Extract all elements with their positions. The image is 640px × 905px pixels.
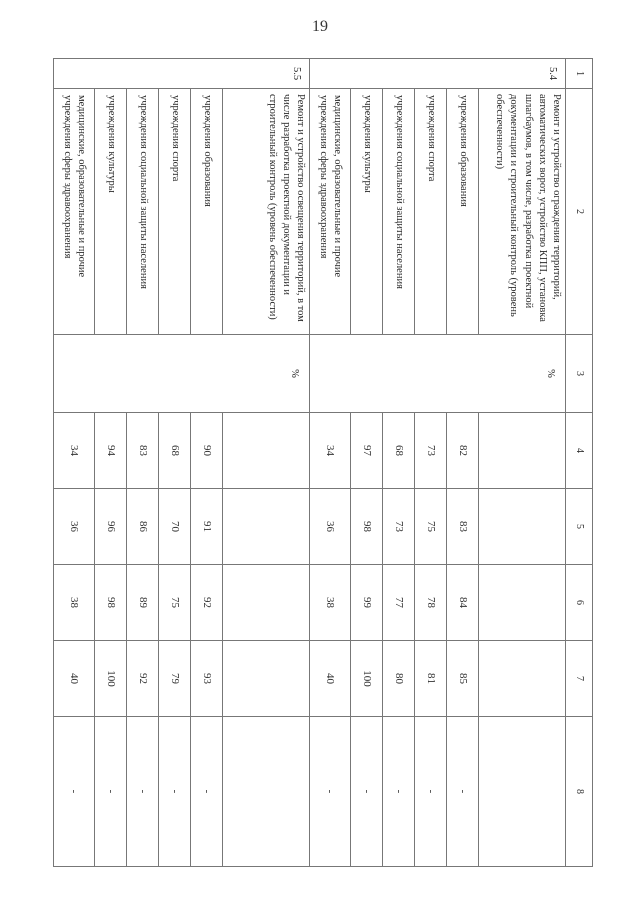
value-cell: 73 <box>415 413 447 489</box>
value-cell: 77 <box>383 565 415 641</box>
value-cell: 79 <box>159 641 191 717</box>
section-title: Ремонт и устройство освещения территорий, в том числе разработка проектной документации и строительный контроль (уровень обеспеченности) <box>223 89 310 335</box>
value-cell: - <box>95 717 127 867</box>
value-cell: - <box>54 717 95 867</box>
value-cell: 40 <box>54 641 95 717</box>
value-cell: - <box>383 717 415 867</box>
value-cell: 36 <box>54 489 95 565</box>
value-cell: 36 <box>310 489 351 565</box>
value-cell: 93 <box>191 641 223 717</box>
column-numbers-row <box>566 59 593 867</box>
value-cell: - <box>447 717 479 867</box>
value-cell: 40 <box>310 641 351 717</box>
value-cell: 34 <box>54 413 95 489</box>
empty-cell <box>223 489 310 565</box>
row-label: медицинские, образовательные и прочие учреждения сферы здравоохранения <box>54 89 95 335</box>
empty-cell <box>479 489 566 565</box>
value-cell: 70 <box>159 489 191 565</box>
value-cell: - <box>310 717 351 867</box>
value-cell: 84 <box>447 565 479 641</box>
value-cell: 34 <box>310 413 351 489</box>
table-row <box>351 59 383 867</box>
empty-cell <box>479 641 566 717</box>
value-cell: - <box>351 717 383 867</box>
table-row <box>159 59 191 867</box>
empty-cell <box>479 565 566 641</box>
section-title: Ремонт и устройство ограждения территорий, автоматических ворот, устройство КПП, установка шлагбаумов, в том числе, разработка проектной документации и строительный контроль (уровень обеспеченности) <box>479 89 566 335</box>
section-unit: % <box>310 335 566 413</box>
value-cell: 73 <box>383 489 415 565</box>
value-cell: 100 <box>95 641 127 717</box>
value-cell: 68 <box>159 413 191 489</box>
value-cell: 78 <box>415 565 447 641</box>
value-cell: 83 <box>447 489 479 565</box>
row-label: учреждения спорта <box>415 89 447 335</box>
value-cell: 83 <box>127 413 159 489</box>
value-cell: 92 <box>191 565 223 641</box>
section-id: 5.5 <box>54 59 310 89</box>
section-heading-row <box>479 59 566 867</box>
empty-cell <box>223 565 310 641</box>
value-cell: 38 <box>54 565 95 641</box>
table-row <box>95 59 127 867</box>
column-header: 3 <box>566 335 593 413</box>
section-unit: % <box>54 335 310 413</box>
value-cell: 38 <box>310 565 351 641</box>
value-cell: 89 <box>127 565 159 641</box>
value-cell: - <box>415 717 447 867</box>
row-label: учреждения спорта <box>159 89 191 335</box>
empty-cell <box>223 641 310 717</box>
empty-cell <box>479 413 566 489</box>
indicator-table <box>53 58 593 867</box>
value-cell: 75 <box>415 489 447 565</box>
row-label: учреждения социальной защиты населения <box>127 89 159 335</box>
row-label: медицинские, образовательные и прочие учреждения сферы здравоохранения <box>310 89 351 335</box>
value-cell: - <box>159 717 191 867</box>
value-cell: 75 <box>159 565 191 641</box>
table-row <box>54 59 95 867</box>
value-cell: - <box>191 717 223 867</box>
column-header: 1 <box>566 59 593 89</box>
empty-cell <box>223 413 310 489</box>
row-label: учреждения культуры <box>351 89 383 335</box>
value-cell: 81 <box>415 641 447 717</box>
table-row <box>447 59 479 867</box>
empty-cell <box>223 717 310 867</box>
value-cell: 90 <box>191 413 223 489</box>
row-label: учреждения культуры <box>95 89 127 335</box>
value-cell: 99 <box>351 565 383 641</box>
row-label: учреждения образования <box>191 89 223 335</box>
table-row <box>310 59 351 867</box>
column-header: 7 <box>566 641 593 717</box>
column-header: 4 <box>566 413 593 489</box>
value-cell: 97 <box>351 413 383 489</box>
section-id: 5.4 <box>310 59 566 89</box>
column-header: 5 <box>566 489 593 565</box>
value-cell: 85 <box>447 641 479 717</box>
table-row <box>127 59 159 867</box>
value-cell: 98 <box>95 565 127 641</box>
column-header: 2 <box>566 89 593 335</box>
row-label: учреждения социальной защиты населения <box>383 89 415 335</box>
value-cell: 68 <box>383 413 415 489</box>
table-row <box>383 59 415 867</box>
row-label: учреждения образования <box>447 89 479 335</box>
value-cell: - <box>127 717 159 867</box>
section-heading-row <box>223 59 310 867</box>
value-cell: 80 <box>383 641 415 717</box>
value-cell: 100 <box>351 641 383 717</box>
table-row <box>191 59 223 867</box>
empty-cell <box>479 717 566 867</box>
value-cell: 98 <box>351 489 383 565</box>
value-cell: 86 <box>127 489 159 565</box>
page-number: 19 <box>312 18 328 35</box>
value-cell: 92 <box>127 641 159 717</box>
column-header: 6 <box>566 565 593 641</box>
column-header: 8 <box>566 717 593 867</box>
value-cell: 96 <box>95 489 127 565</box>
value-cell: 82 <box>447 413 479 489</box>
rotated-table-frame <box>62 58 593 866</box>
value-cell: 94 <box>95 413 127 489</box>
table-row <box>415 59 447 867</box>
value-cell: 91 <box>191 489 223 565</box>
